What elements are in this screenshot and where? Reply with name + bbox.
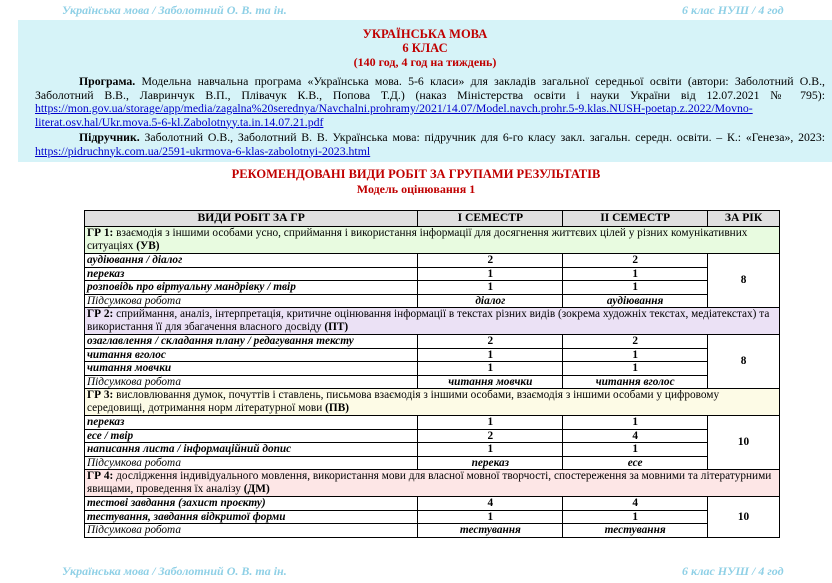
group-description: ГР 4: дослідження індивідуального мовлення, використання мови для власної мовної творчості, спостереження за мовними та літературними явищами, проведення їх аналізу (ДМ) [85,470,780,497]
sem1-count: 1 [418,267,563,281]
sem2-summary: тестування [563,524,708,538]
activity-name: переказ [85,267,418,281]
sem2-count: 1 [563,510,708,524]
sem2-count: 1 [563,362,708,376]
sem2-count: 2 [563,254,708,268]
sem1-count: 2 [418,429,563,443]
group-row-4 [85,470,780,497]
sem1-count: 1 [418,416,563,430]
sem2-count: 1 [563,281,708,295]
footer-right: 6 клас НУШ / 4 год [682,564,784,578]
table-row [85,416,780,430]
page-header [0,0,832,20]
sem1-summary: переказ [418,456,563,470]
col-header-year: ЗА РІК [708,211,780,227]
summary-row [85,456,780,470]
table-row [85,267,780,281]
textbook-label: Підручник. [79,130,140,144]
sem1-count: 1 [418,362,563,376]
sem2-count: 4 [563,429,708,443]
assessment-table [84,210,780,538]
summary-label: Підсумкова робота [85,456,418,470]
sem2-summary: читання вголос [563,375,708,389]
sem1-summary: діалог [418,294,563,308]
section-subtitle: Модель оцінювання 1 [356,182,476,196]
table-row [85,497,780,511]
sem2-summary: аудіювання [563,294,708,308]
table-row [85,348,780,362]
activity-name: тестові завдання (захист проєкту) [85,497,418,511]
course-info-block [18,20,832,162]
program-link[interactable]: https://mon.gov.ua/storage/app/media/zagalna%20serednya/Navchalni.prohramy/2021/14.07/Model.navch.prohr.5-9.klas.NUSH-poetap.z.2022/Movno-literat.osv.hal/Ukr.mova.5-6-kl.Zabolotnyy.ta.in.14.07.21.pdf [35,101,753,129]
year-total: 8 [708,254,780,308]
textbook-link[interactable]: https://pidruchnyk.com.ua/2591-ukrmova-6-klas-zabolotnyi-2023.html [35,143,371,158]
sem2-count: 1 [563,443,708,457]
sem1-count: 1 [418,281,563,295]
sem1-count: 4 [418,497,563,511]
section-title: РЕКОМЕНДОВАНІ ВИДИ РОБІТ ЗА ГРУПАМИ РЕЗУЛЬТАТІВ [231,167,601,181]
sem2-count: 2 [563,335,708,349]
year-total: 8 [708,335,780,389]
group-row-2 [85,308,780,335]
page-footer [0,561,832,581]
sem2-summary: есе [563,456,708,470]
sem1-count: 1 [418,348,563,362]
table-row [85,443,780,457]
activity-name: аудіювання / діалог [85,254,418,268]
col-header-sem2: ІІ СЕМЕСТР [563,211,708,227]
group-description: ГР 2: сприймання, аналіз, інтерпретація, критичне оцінювання інформації в текстах різних видів (зокрема художніх текстах, медіатекстах) та використання її для збагачення власного досвіду (ПТ) [85,308,780,335]
textbook-text: Заболотний О.В., Заболотний В. В. Українська мова: підручник для 6-го класу закл. загальн. середн. освіти. – К.: «Генеза», 2023: [144,130,825,144]
table-row [85,335,780,349]
hours-title: (140 год, 4 год на тиждень) [353,55,497,69]
group-row-3 [85,389,780,416]
summary-row [85,294,780,308]
program-label: Програма. [79,74,136,88]
year-total: 10 [708,497,780,538]
textbook-paragraph [35,131,825,158]
table-row [85,362,780,376]
sem1-count: 2 [418,335,563,349]
program-paragraph [35,75,825,129]
col-header-sem1: І СЕМЕСТР [418,211,563,227]
activity-name: озаглавлення / складання плану / редагування тексту [85,335,418,349]
table-row [85,281,780,295]
activity-name: переказ [85,416,418,430]
sem2-count: 4 [563,497,708,511]
group-description: ГР 1: взаємодія з іншими особами усно, сприймання і використання інформації для досягнення життєвих цілей у різних комунікативних ситуаціях (УВ) [85,227,780,254]
footer-left: Українська мова / Заболотний О. В. та ін. [62,564,287,578]
year-total: 10 [708,416,780,470]
activity-name: читання вголос [85,348,418,362]
col-header-activities: ВИДИ РОБІТ ЗА ГР [85,211,418,227]
summary-label: Підсумкова робота [85,375,418,389]
header-left: Українська мова / Заболотний О. В. та ін. [62,3,287,17]
sem2-count: 1 [563,348,708,362]
header-right: 6 клас НУШ / 4 год [682,3,784,17]
activity-name: розповідь про віртуальну мандрівку / твір [85,281,418,295]
summary-label: Підсумкова робота [85,294,418,308]
sem1-count: 1 [418,443,563,457]
sem1-count: 1 [418,510,563,524]
group-description: ГР 3: висловлювання думок, почуттів і ставлень, письмова взаємодія з іншими особами, взаємодія з іншими особами у цифровому середовищі, дотримання норм літературної мови (ПВ) [85,389,780,416]
sem1-summary: читання мовчки [418,375,563,389]
summary-row [85,524,780,538]
sem1-count: 2 [418,254,563,268]
grade-title: 6 КЛАС [402,41,448,55]
activity-name: есе / твір [85,429,418,443]
table-row [85,254,780,268]
table-header-row [85,211,780,227]
program-text: Модельна навчальна програма «Українська мова. 5-6 класи» для закладів загальної середньої освіти (автори: Заболотний О.В., Заболотний В.В., Лавринчук В.П., Плівачук К.В., Попова Т.Д.) (наказ Міністерства освіти і науки України від 12.07.2021 № 795): [35,74,826,102]
table-row [85,510,780,524]
sem2-count: 1 [563,416,708,430]
summary-label: Підсумкова робота [85,524,418,538]
table-row [85,429,780,443]
summary-row [85,375,780,389]
sem1-summary: тестування [418,524,563,538]
subject-title: УКРАЇНСЬКА МОВА [362,27,488,41]
activity-name: тестування, завдання відкритої форми [85,510,418,524]
sem2-count: 1 [563,267,708,281]
group-row-1 [85,227,780,254]
activity-name: написання листа / інформаційний допис [85,443,418,457]
activity-name: читання мовчки [85,362,418,376]
